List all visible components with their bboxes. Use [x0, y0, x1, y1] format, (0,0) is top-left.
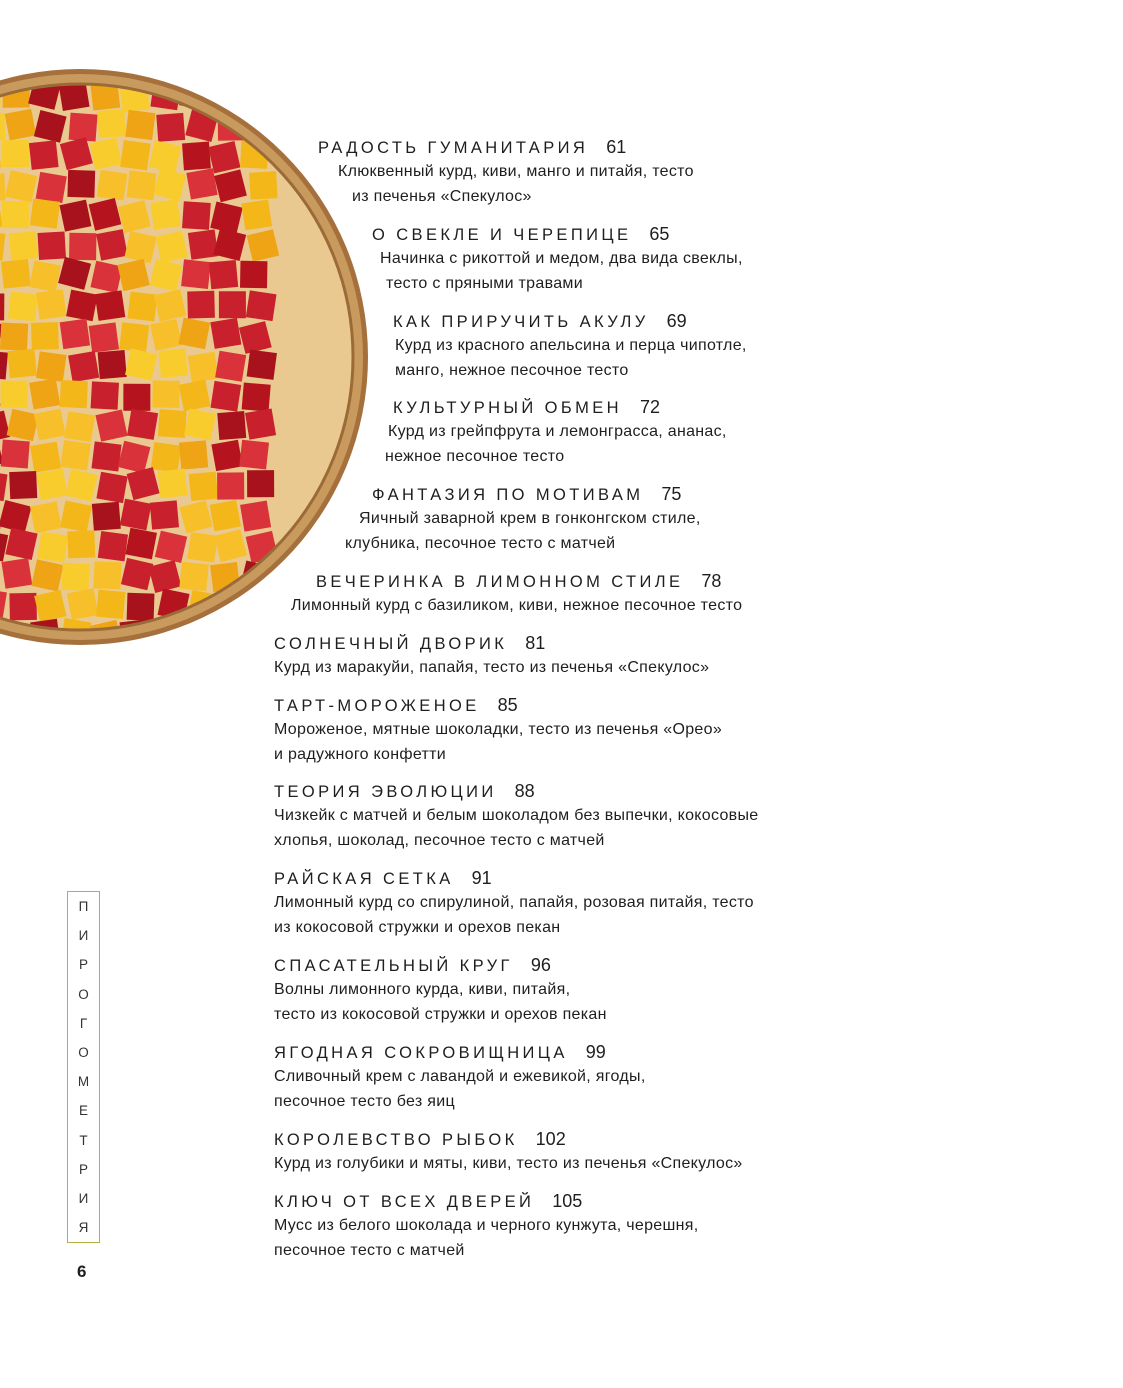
toc-entry-heading — [393, 310, 747, 333]
toc-entry — [274, 1190, 699, 1263]
toc-entry-description: клубника, песочное тесто с матчей — [345, 535, 616, 552]
toc-entry-heading — [274, 1128, 743, 1151]
toc-entry — [274, 867, 754, 940]
toc-entry-page: 75 — [661, 484, 682, 504]
toc-entry-title: РАДОСТЬ ГУМАНИТАРИЯ — [318, 139, 589, 157]
toc-entry-description: хлопья, шоколад, песочное тесто с матчей — [274, 832, 605, 849]
section-label-box — [67, 891, 100, 1243]
toc-entry-heading — [274, 780, 758, 803]
toc-entry-description: Лимонный курд с базиликом, киви, нежное песочное тесто — [291, 597, 743, 614]
section-label-letter: И — [78, 1190, 89, 1206]
toc-entry-title: КОРОЛЕВСТВО РЫБОК — [274, 1131, 518, 1149]
toc-entry-heading — [316, 570, 742, 593]
section-label-letter: Г — [79, 1015, 88, 1031]
toc-entry-title: ВЕЧЕРИНКА В ЛИМОННОМ СТИЛЕ — [316, 573, 684, 591]
toc-entry-description: Чизкейк с матчей и белым шоколадом без выпечки, кокосовые — [274, 807, 759, 824]
toc-entry — [345, 483, 701, 556]
toc-entry-page: 61 — [606, 137, 627, 157]
toc-entry-heading — [274, 632, 709, 655]
toc-entry — [274, 780, 758, 853]
toc-entry-heading — [318, 136, 694, 159]
toc-entry-description: Клюквенный курд, киви, манго и питайя, тесто — [338, 163, 694, 180]
toc-entry — [274, 632, 709, 680]
toc-entry-page: 72 — [640, 397, 661, 417]
toc-entry-description: Курд из голубики и мяты, киви, тесто из печенья «Спекулос» — [274, 1155, 743, 1172]
toc-entry-title: О СВЕКЛЕ И ЧЕРЕПИЦЕ — [372, 226, 632, 244]
toc-entry-page: 96 — [530, 955, 551, 975]
toc-entry-title: СОЛНЕЧНЫЙ ДВОРИК — [274, 635, 508, 653]
section-label-letter: Т — [79, 1132, 88, 1148]
toc-entry-heading — [372, 223, 743, 246]
toc-entry-description: и радужного конфетти — [274, 746, 446, 763]
toc-entry-heading — [274, 1041, 646, 1064]
toc-entry-description: тесто с пряными травами — [386, 275, 583, 292]
toc-entry — [318, 136, 694, 209]
toc-entry-description: песочное тесто с матчей — [274, 1242, 465, 1259]
toc-entry-title: КЛЮЧ ОТ ВСЕХ ДВЕРЕЙ — [274, 1193, 535, 1211]
toc-entry-heading — [393, 396, 727, 419]
toc-entry-description: песочное тесто без яиц — [274, 1093, 455, 1110]
toc-entry-page: 78 — [701, 571, 722, 591]
toc-entry-description: Курд из маракуйи, папайя, тесто из печенья «Спекулос» — [274, 659, 710, 676]
toc-entry-heading — [274, 954, 607, 977]
toc-entry-title: ТЕОРИЯ ЭВОЛЮЦИИ — [274, 783, 497, 801]
toc-entry-title: КАК ПРИРУЧИТЬ АКУЛУ — [393, 313, 649, 331]
toc-entry-description: Курд из грейпфрута и лемонграсса, ананас, — [388, 423, 727, 440]
toc-entry-description: Курд из красного апельсина и перца чипотле, — [395, 337, 747, 354]
toc-entry-description: Начинка с рикоттой и медом, два вида свеклы, — [380, 250, 743, 267]
toc-entry-page: 85 — [497, 695, 518, 715]
toc-entry-description: манго, нежное песочное тесто — [395, 362, 629, 379]
toc-entry-description: из кокосовой стружки и орехов пекан — [274, 919, 561, 936]
toc-entry-description: нежное песочное тесто — [385, 448, 565, 465]
toc-entry-description: Мусс из белого шоколада и черного кунжута, черешня, — [274, 1217, 699, 1234]
section-label-letter: И — [78, 928, 89, 944]
section-label-letter: П — [78, 899, 89, 914]
toc-entry-title: ФАНТАЗИЯ ПО МОТИВАМ — [372, 486, 644, 504]
fruit-tart-image — [0, 0, 380, 650]
toc-entry-heading — [274, 1190, 699, 1213]
toc-entry-description: Лимонный курд со спирулиной, папайя, розовая питайя, тесто — [274, 894, 754, 911]
section-label-letter: Р — [78, 957, 88, 973]
toc-entry — [274, 1041, 646, 1114]
section-label-letter: Р — [78, 1161, 88, 1177]
section-label-letter: Е — [78, 1103, 88, 1119]
toc-entry-title: ТАРТ-МОРОЖЕНОЕ — [274, 697, 480, 715]
toc-entry-title: КУЛЬТУРНЫЙ ОБМЕН — [393, 399, 622, 417]
section-label-letter: Я — [78, 1220, 89, 1236]
toc-entry — [393, 310, 747, 383]
toc-entry-description: Сливочный крем с лавандой и ежевикой, ягоды, — [274, 1068, 646, 1085]
toc-entry-description: тесто из кокосовой стружки и орехов пекан — [274, 1006, 607, 1023]
toc-entry-title: СПАСАТЕЛЬНЫЙ КРУГ — [274, 957, 513, 975]
toc-entry-description: Мороженое, мятные шоколадки, тесто из печенья «Орео» — [274, 721, 723, 738]
toc-entry-description: Яичный заварной крем в гонконгском стиле, — [359, 510, 701, 527]
toc-entry — [372, 223, 743, 296]
toc-entry-page: 99 — [585, 1042, 606, 1062]
toc-entry-heading — [274, 867, 754, 890]
toc-entry — [274, 954, 607, 1027]
section-label-letter: О — [78, 1044, 89, 1060]
toc-entry-page: 91 — [471, 868, 492, 888]
toc-entry-description: Волны лимонного курда, киви, питайя, — [274, 981, 571, 998]
toc-entry-page: 102 — [535, 1129, 566, 1149]
toc-entry — [274, 694, 722, 767]
toc-entry-description: из печенья «Спекулос» — [352, 188, 532, 205]
toc-entry-page: 88 — [514, 781, 535, 801]
section-label-letter: М — [77, 1074, 90, 1090]
toc-entry-title: ЯГОДНАЯ СОКРОВИЩНИЦА — [274, 1044, 568, 1062]
toc-entry-page: 81 — [525, 633, 546, 653]
toc-entry-title: РАЙСКАЯ СЕТКА — [274, 870, 454, 888]
toc-entry-page: 105 — [552, 1191, 583, 1211]
section-label-letter: О — [78, 986, 89, 1002]
toc-entry — [291, 570, 743, 618]
toc-entry-page: 65 — [649, 224, 670, 244]
toc-entry-heading — [274, 694, 722, 717]
page-number: 6 — [77, 1262, 87, 1281]
toc-entry — [385, 396, 727, 469]
toc-entry-page: 69 — [666, 311, 687, 331]
toc-entry — [274, 1128, 743, 1176]
toc-entry-heading — [372, 483, 701, 506]
